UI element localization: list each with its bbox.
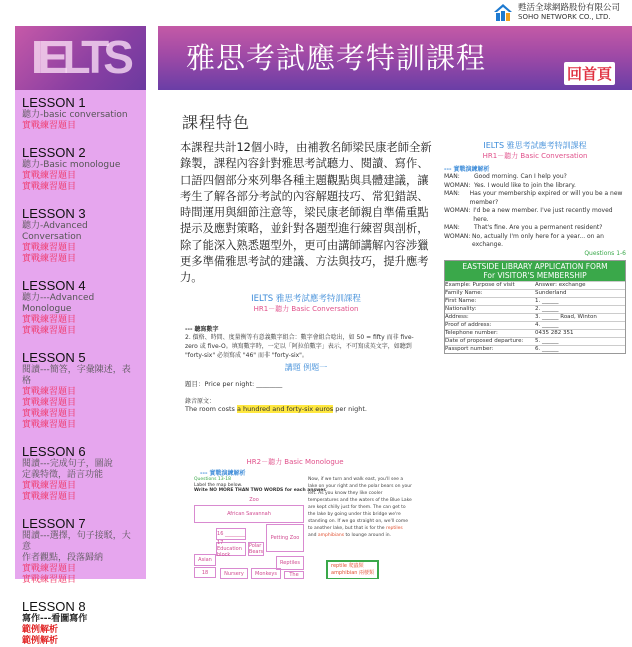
map-label: 18 xyxy=(194,567,216,578)
script-text: The room costs xyxy=(185,405,237,413)
lesson-6 xyxy=(22,444,139,503)
text: Now, if we turn and walk east, you'll see a lake on your right and the polar bears on your left. As you know they like cooler temperatures and the waters of the Blue Lake are kept chilly just for them. The can get to the lake by going under this bridge we're standing on. If we go straight on, we'll come to another lake, but that is for the xyxy=(308,477,413,531)
lesson-7 xyxy=(22,516,139,586)
form-label: Passport number: xyxy=(445,345,494,352)
dialog-line xyxy=(444,224,626,233)
speaker: WOMAN: xyxy=(444,232,471,240)
keyword: reptiles xyxy=(386,526,403,531)
soho-logo-icon xyxy=(492,2,514,22)
form-row xyxy=(445,329,625,337)
dialog-line xyxy=(444,233,626,250)
course-description: 本課程共計12個小時，由補教名師梁民康老師全新錄製，課程內容針對雅思考試聽力、閱讀、寫作、口語四個部分來列舉各種主題觀點與具體建議，讓考生了解各部分考試的內容解題技巧、常犯錯誤、時間運用與細節注意等，梁民康老師親自準備重點提示及應對策略，並針對各題型進行練習與剖析，除了能深入熟悉題型外，更可由講師講解內容涉獵更多準備雅思考試的建議、方法與技巧，提升應考力。 xyxy=(180,141,432,285)
practice-link[interactable]: 實戰練習題目 xyxy=(22,387,77,397)
map-label: The xyxy=(284,571,304,579)
title-banner xyxy=(158,26,632,90)
lesson-1 xyxy=(22,95,139,132)
lesson-description: 作者觀點，段落歸納 xyxy=(22,553,104,563)
lesson-screenshot-monologue xyxy=(180,456,470,579)
lesson-description: 聽力---Advanced Monologue xyxy=(22,293,95,314)
map-label: Monkeys xyxy=(251,568,281,579)
line: That's fine. Are you a permanent resident? xyxy=(474,224,603,231)
map-label: 16 ________ xyxy=(216,528,246,540)
form-row xyxy=(445,337,625,345)
shot-section: --- 實戰演練解析 xyxy=(444,166,490,173)
script-highlight: a hundred and forty-six euros xyxy=(236,405,334,413)
form-value: 5. ______ xyxy=(535,337,559,344)
practice-link[interactable]: 實戰練習題目 xyxy=(22,481,77,491)
lesson-4 xyxy=(22,278,139,337)
form-label: Address: xyxy=(445,313,469,320)
speaker: MAN: xyxy=(444,173,460,180)
speaker: MAN: xyxy=(444,224,460,231)
script-text: per night. xyxy=(333,405,367,413)
form-row xyxy=(445,321,625,329)
speaker: WOMAN: xyxy=(444,207,471,214)
practice-link[interactable]: 實戰練習題目 xyxy=(22,564,77,574)
lesson-3 xyxy=(22,206,139,265)
lesson-title: LESSON 3 xyxy=(22,206,86,221)
vocab: amphibian 兩棲類 xyxy=(331,570,375,576)
practice-link[interactable]: 實戰練習題目 xyxy=(22,492,77,502)
lesson-screenshot-numbers xyxy=(180,292,432,420)
form-title: EASTSIDE LIBRARY APPLICATION FORM xyxy=(462,261,608,271)
shot-section: --- 聽寫數字 xyxy=(185,326,219,333)
example-title: 講題 例題一 xyxy=(284,363,328,372)
form-subtitle: For VISITOR'S MEMBERSHIP xyxy=(483,270,587,280)
form-value: 2. ______ xyxy=(535,305,559,312)
form-value: 0435 282 351 xyxy=(535,329,574,336)
lesson-description: 閱讀---完成句子，圖說 xyxy=(22,459,113,469)
form-label: Family Name: xyxy=(445,289,483,296)
shot-subtitle: HR1－聽力 Basic Conversation xyxy=(482,152,588,160)
page-title: 雅思考試應考特訓課程 xyxy=(186,41,487,75)
map-label: Nursery xyxy=(220,568,248,579)
map-label: Polar Bears xyxy=(248,543,264,555)
lesson-title: LESSON 4 xyxy=(22,278,86,293)
lesson-description: 寫作---看圖寫作 xyxy=(22,614,88,624)
line: No, actually I'm only here for a year... on an exchange. xyxy=(472,232,604,248)
company-name-zh: 甦活全球網路股份有限公司 xyxy=(518,2,621,13)
practice-link[interactable]: 範例解析 xyxy=(22,625,59,635)
form-label: First Name: xyxy=(445,297,477,304)
company-logo xyxy=(492,2,620,22)
form-row xyxy=(445,281,625,289)
form-label: Telephone number: xyxy=(445,329,498,336)
lesson-title: LESSON 6 xyxy=(22,444,86,459)
question: 題目：Price per night: ________ xyxy=(185,380,283,388)
map-label: Reptiles xyxy=(276,556,304,570)
lesson-description: 閱讀---簡答，字彙陳述，表格 xyxy=(22,365,131,386)
lesson-description: 閱讀---選擇，句子接駁，大意 xyxy=(22,531,131,552)
ielts-logo-text: IELTS xyxy=(31,31,128,83)
form-value: Sunderland xyxy=(535,289,567,296)
section-heading: 課程特色 xyxy=(182,113,251,132)
dialog-line xyxy=(444,190,626,207)
monologue-text xyxy=(308,476,412,539)
shot-section: --- 實戰演練解析 xyxy=(200,470,246,477)
practice-link[interactable]: 實戰練習題目 xyxy=(22,243,77,253)
line: Has your membership expired or will you be a new member? xyxy=(469,190,623,206)
practice-link[interactable]: 實戰練習題目 xyxy=(22,315,77,325)
form-label: Example: Purpose of visit xyxy=(445,281,515,288)
company-name-en: SOHO NETWORK CO., LTD. xyxy=(518,12,611,21)
instruction: Write NO MORE THAN TWO WORDS for each answer. xyxy=(194,488,327,493)
dialog-line xyxy=(444,207,626,224)
line: Yes. I would like to join the library. xyxy=(474,181,576,189)
dialog-line xyxy=(444,173,626,182)
map-label: Zoo xyxy=(249,497,259,503)
practice-link[interactable]: 實戰練習題目 xyxy=(22,575,77,585)
lesson-description: 聽力-basic conversation xyxy=(22,110,128,120)
practice-link[interactable]: 實戰練習題目 xyxy=(22,409,77,419)
map-label: Asian xyxy=(194,554,216,566)
lesson-title: LESSON 8 xyxy=(22,599,86,614)
lesson-title: LESSON 1 xyxy=(22,95,86,110)
questions-label: Questions 13-18 xyxy=(194,477,231,482)
form-row xyxy=(445,305,625,313)
lesson-screenshot-conversation xyxy=(444,140,626,354)
ielts-logo xyxy=(15,26,146,90)
practice-link[interactable]: 實戰練習題目 xyxy=(22,420,77,430)
keyword: amphibians xyxy=(317,533,345,538)
lesson-8 xyxy=(22,599,139,647)
practice-link[interactable]: 範例解析 xyxy=(22,636,59,646)
dialog-line xyxy=(444,182,626,191)
lesson-5 xyxy=(22,350,139,431)
shot-subtitle: HR2－聽力 Basic Monologue xyxy=(246,458,344,466)
script-label: 錄音原文： xyxy=(185,398,216,405)
zoo-map xyxy=(194,496,304,579)
lesson-title: LESSON 5 xyxy=(22,350,86,365)
shot-subtitle: HR1－聽力 Basic Conversation xyxy=(253,305,359,313)
text: to lounge around in. xyxy=(344,533,392,538)
form-label: Nationality: xyxy=(445,305,477,312)
form-value: Answer: exchange xyxy=(535,281,586,288)
line: I'd be a new member. I've just recently moved here. xyxy=(473,207,613,223)
speaker: MAN: xyxy=(444,190,460,197)
shot-body: 2. 價格、時間、度量衡等有意義數字組合：數字會組合唸出，如 50 = fifty 而非 five-zero 或 five-O。填寫數字時，一定以「阿拉伯數字」表示，不可寫成英文字，如聽到 "forty-six" 必須寫成 "46" 而非 "forty-six"。 xyxy=(185,334,414,359)
instruction: Label the map below. xyxy=(194,482,243,488)
practice-link[interactable]: 實戰練習題目 xyxy=(22,121,77,131)
form-value: 1. ______ xyxy=(535,297,559,304)
vocab: reptile 爬蟲類 xyxy=(331,563,364,569)
map-label: 17 Education block xyxy=(216,542,246,556)
practice-link[interactable]: 實戰練習題目 xyxy=(22,254,77,264)
text: and xyxy=(308,533,318,538)
vocab-box xyxy=(326,560,379,579)
application-form xyxy=(444,260,626,354)
form-row xyxy=(445,289,625,297)
lesson-title: LESSON 7 xyxy=(22,516,86,531)
map-label: Petting Zoo xyxy=(266,524,304,552)
form-value: 6. ______ xyxy=(535,345,559,352)
practice-link[interactable]: 實戰練習題目 xyxy=(22,326,77,336)
questions-label: Questions 1-6 xyxy=(584,249,626,257)
lesson-2 xyxy=(22,145,139,193)
form-row xyxy=(445,297,625,305)
shot-title: IELTS 雅思考試應考特訓課程 xyxy=(251,294,361,304)
lesson-title: LESSON 2 xyxy=(22,145,86,160)
practice-link[interactable]: 實戰練習題目 xyxy=(22,171,77,181)
form-label: Date of proposed departure: xyxy=(445,337,524,344)
lesson-description: 聽力-Basic monologue xyxy=(22,160,121,170)
map-label: African Savannah xyxy=(194,505,304,523)
practice-link[interactable]: 實戰練習題目 xyxy=(22,182,77,192)
form-row xyxy=(445,313,625,321)
form-label: Proof of address: xyxy=(445,321,492,328)
form-value: 3. ______ Road, Winton xyxy=(535,313,597,320)
form-value: 4. ______ xyxy=(535,321,559,328)
line: Good morning. Can I help you? xyxy=(474,173,567,180)
speaker: WOMAN: xyxy=(444,181,471,189)
form-row xyxy=(445,345,625,353)
shot-title: IELTS 雅思考試應考特訓課程 xyxy=(483,141,587,150)
sidebar xyxy=(15,90,146,646)
lesson-description: 定義特徵，語言功能 xyxy=(22,470,104,480)
lesson-description: 聽力-Advanced Conversation xyxy=(22,221,88,242)
practice-link[interactable]: 實戰練習題目 xyxy=(22,398,77,408)
home-link[interactable]: 回首頁 xyxy=(564,62,615,85)
